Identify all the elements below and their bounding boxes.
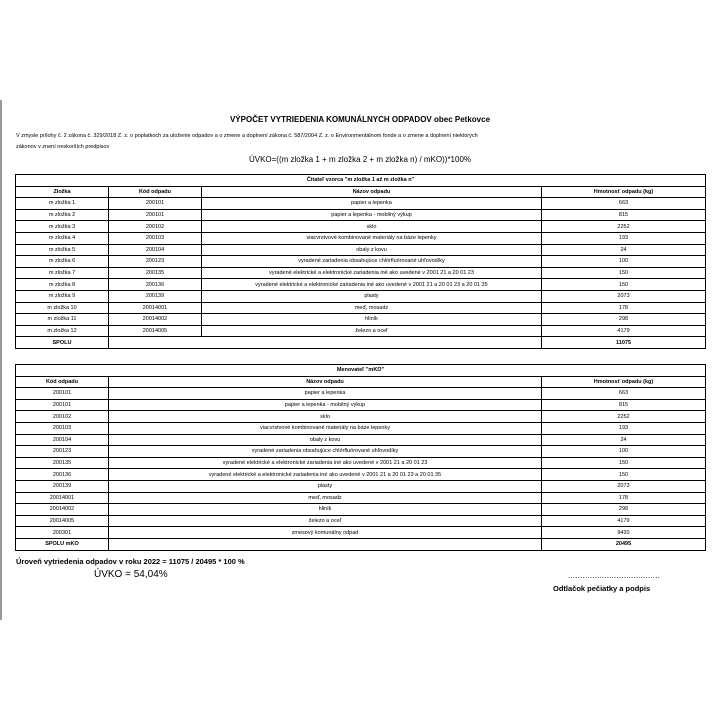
table-row	[16, 457, 706, 469]
table-cell: 4179	[542, 325, 706, 337]
header-waste-name: Názov odpadu	[202, 186, 542, 198]
table-cell: vyradené elektrické a elektronické zariadenia iné ako uvedené v 2001 21 a 20 01 23	[202, 267, 542, 279]
total-row	[16, 337, 706, 349]
stamp-signature-label: Odtlačok pečiatky a podpis	[553, 584, 651, 593]
total-label: SPOLU mKO	[16, 538, 109, 550]
table-cell: sklo	[109, 411, 542, 423]
table-row	[16, 492, 706, 504]
table-cell: 200139	[109, 290, 202, 302]
intro-line-2: zákonov v znení neskorších predpisov	[16, 144, 110, 150]
table-row	[16, 232, 706, 244]
table-row	[16, 279, 706, 291]
table-cell: 178	[542, 302, 706, 314]
table-cell: hliník	[109, 504, 542, 516]
table-cell: vyradené elektrické a elektronické zariadenia iné ako uvedené v 2001 21 a 20 01 23 a 20 01 35	[109, 469, 542, 481]
table-row	[16, 290, 706, 302]
table-row	[16, 256, 706, 268]
table-row	[16, 209, 706, 221]
table-cell: 200139	[16, 480, 109, 492]
table-cell: meď, mosadz	[109, 492, 542, 504]
table-cell: 815	[542, 209, 706, 221]
table-cell: papier a lepenka	[202, 198, 542, 210]
table-cell: 200123	[109, 256, 202, 268]
table-cell: železo a oceľ	[202, 325, 542, 337]
document-title: VÝPOČET VYTRIEDENIA KOMUNÁLNYCH ODPADOV obec Petkovce	[229, 115, 491, 124]
table-cell: 20014005	[16, 515, 109, 527]
table-cell: 815	[542, 399, 706, 411]
total-empty	[109, 538, 542, 550]
table-cell: viacvrstvové kombinované materiály na báze lepenky	[109, 422, 542, 434]
table-cell: meď, mosadz	[202, 302, 542, 314]
table-cell: 2252	[542, 221, 706, 233]
table-row	[16, 411, 706, 423]
table-row	[16, 469, 706, 481]
table-cell: 2252	[542, 411, 706, 423]
table-row	[16, 446, 706, 458]
table-row	[16, 302, 706, 314]
result-line: Úroveň vytriedenia odpadov v roku 2022 = 11075 / 20495 * 100 %	[16, 557, 245, 566]
table-row	[16, 198, 706, 210]
table-cell: zmesový komunálny odpad	[109, 527, 542, 539]
denominator-body	[16, 388, 706, 550]
table-cell: m zložka 10	[16, 302, 109, 314]
table-cell: vyradené zariadenia obsahujúce chlórfluórované uhľovodíky	[202, 256, 542, 268]
total-value: 11075	[542, 337, 706, 349]
table-row	[16, 422, 706, 434]
table-cell: 4179	[542, 515, 706, 527]
table-cell: m zložka 8	[16, 279, 109, 291]
table-cell: 2073	[542, 290, 706, 302]
table-cell: m zložka 2	[16, 209, 109, 221]
intro-text	[16, 131, 616, 153]
table-row	[16, 515, 706, 527]
table-cell: 200101	[109, 209, 202, 221]
numerator-body	[16, 198, 706, 349]
table-cell: 200101	[16, 388, 109, 400]
table-cell: 24	[542, 244, 706, 256]
table-cell: plasty	[109, 480, 542, 492]
table-cell: obaly z kovu	[202, 244, 542, 256]
table-cell: 20014002	[109, 314, 202, 326]
formula: ÚVKO=((m zložka 1 + m zložka 2 + m zložka n) / mKO))*100%	[248, 155, 472, 164]
table-cell: m zložka 6	[16, 256, 109, 268]
table-cell: 200103	[16, 422, 109, 434]
table-cell: 178	[542, 492, 706, 504]
table-cell: 193	[542, 422, 706, 434]
table-cell: 20014001	[16, 492, 109, 504]
total-label: SPOLU	[16, 337, 109, 349]
table-cell: viacvrstvové kombinované materiály na báze lepenky	[202, 232, 542, 244]
table-cell: m zložka 3	[16, 221, 109, 233]
table-cell: 24	[542, 434, 706, 446]
table-cell: m zložka 1	[16, 198, 109, 210]
table-cell: 200136	[109, 279, 202, 291]
table-cell: 150	[542, 469, 706, 481]
table-cell: 2073	[542, 480, 706, 492]
total-row	[16, 538, 706, 550]
table-cell: m zložka 4	[16, 232, 109, 244]
table-row	[16, 314, 706, 326]
header-weight: Hmotnosť odpadu (kg)	[542, 376, 706, 388]
table-cell: plasty	[202, 290, 542, 302]
signature-line: ......................................	[568, 571, 661, 580]
table-cell: sklo	[202, 221, 542, 233]
header-component: Zložka	[16, 186, 109, 198]
table-cell: 200103	[109, 232, 202, 244]
table-cell: 150	[542, 267, 706, 279]
table-cell: vyradené elektrické a elektronické zariadenia iné ako uvedené v 2001 21 a 20 01 23	[109, 457, 542, 469]
table-cell: m zložka 5	[16, 244, 109, 256]
table-cell: 200101	[109, 198, 202, 210]
table-cell: vyradené elektrické a elektronické zariadenia iné ako uvedené v 2001 21 a 20 01 23 a 20 01 35	[202, 279, 542, 291]
header-waste-code: Kód odpadu	[16, 376, 109, 388]
table-cell: 20014002	[16, 504, 109, 516]
table-cell: 200135	[109, 267, 202, 279]
table-cell: 200101	[16, 399, 109, 411]
table-cell: 663	[542, 388, 706, 400]
table-row	[16, 504, 706, 516]
table-cell: 200136	[16, 469, 109, 481]
table-cell: 150	[542, 457, 706, 469]
table-cell: 100	[542, 256, 706, 268]
table-cell: 298	[542, 504, 706, 516]
table-cell: 663	[542, 198, 706, 210]
table-cell: 20014005	[109, 325, 202, 337]
table-row	[16, 325, 706, 337]
table-cell: hliník	[202, 314, 542, 326]
table-cell: 298	[542, 314, 706, 326]
denominator-table	[15, 364, 706, 551]
total-value: 20495	[542, 538, 706, 550]
total-empty	[109, 337, 542, 349]
table-cell: m zložka 9	[16, 290, 109, 302]
table-row	[16, 434, 706, 446]
table-cell: 150	[542, 279, 706, 291]
table-row	[16, 221, 706, 233]
table-cell: železo a oceľ	[109, 515, 542, 527]
intro-line-1: V zmysle prílohy č. 2 zákona č. 329/2018 Z. z. o poplatkoch za uloženie odpadov a o zmene a doplnení zákona č. 587/2004 Z. z. o Environmentálnom fonde a o zmene a doplnení niektorých	[16, 133, 478, 139]
table-cell: 200104	[109, 244, 202, 256]
header-weight: Hmotnosť odpadu (kg)	[542, 186, 706, 198]
table-cell: obaly z kovu	[109, 434, 542, 446]
table-cell: 200135	[16, 457, 109, 469]
header-waste-code: Kód odpadu	[109, 186, 202, 198]
table-cell: m zložka 7	[16, 267, 109, 279]
table-row	[16, 267, 706, 279]
table-cell: 193	[542, 232, 706, 244]
header-waste-name: Názov odpadu	[109, 376, 542, 388]
table-row	[16, 399, 706, 411]
table-cell: papier a lepenka - mobilný výkup	[109, 399, 542, 411]
table-cell: 200301	[16, 527, 109, 539]
table-cell: vyradené zariadenia obsahujúce chlórfluórované uhľovodíky	[109, 446, 542, 458]
table-row	[16, 388, 706, 400]
page-edge	[0, 100, 2, 620]
table-cell: 100	[542, 446, 706, 458]
table-row	[16, 244, 706, 256]
denominator-caption: Menovateľ "mKO"	[16, 365, 706, 377]
numerator-caption: Čitateľ vzorca "m zložka 1 až m zložka n"	[16, 175, 706, 187]
table-cell: m zložka 12	[16, 325, 109, 337]
table-cell: 200104	[16, 434, 109, 446]
table-cell: m zložka 11	[16, 314, 109, 326]
numerator-table	[15, 174, 706, 349]
table-cell: 9420	[542, 527, 706, 539]
table-cell: 20014001	[109, 302, 202, 314]
table-cell: 200102	[16, 411, 109, 423]
table-row	[16, 480, 706, 492]
table-cell: papier a lepenka	[109, 388, 542, 400]
table-row	[16, 527, 706, 539]
table-cell: papier a lepenka - mobilný výkup	[202, 209, 542, 221]
table-cell: 200123	[16, 446, 109, 458]
uvko-value: ÚVKO = 54,04%	[94, 569, 168, 580]
table-cell: 200102	[109, 221, 202, 233]
